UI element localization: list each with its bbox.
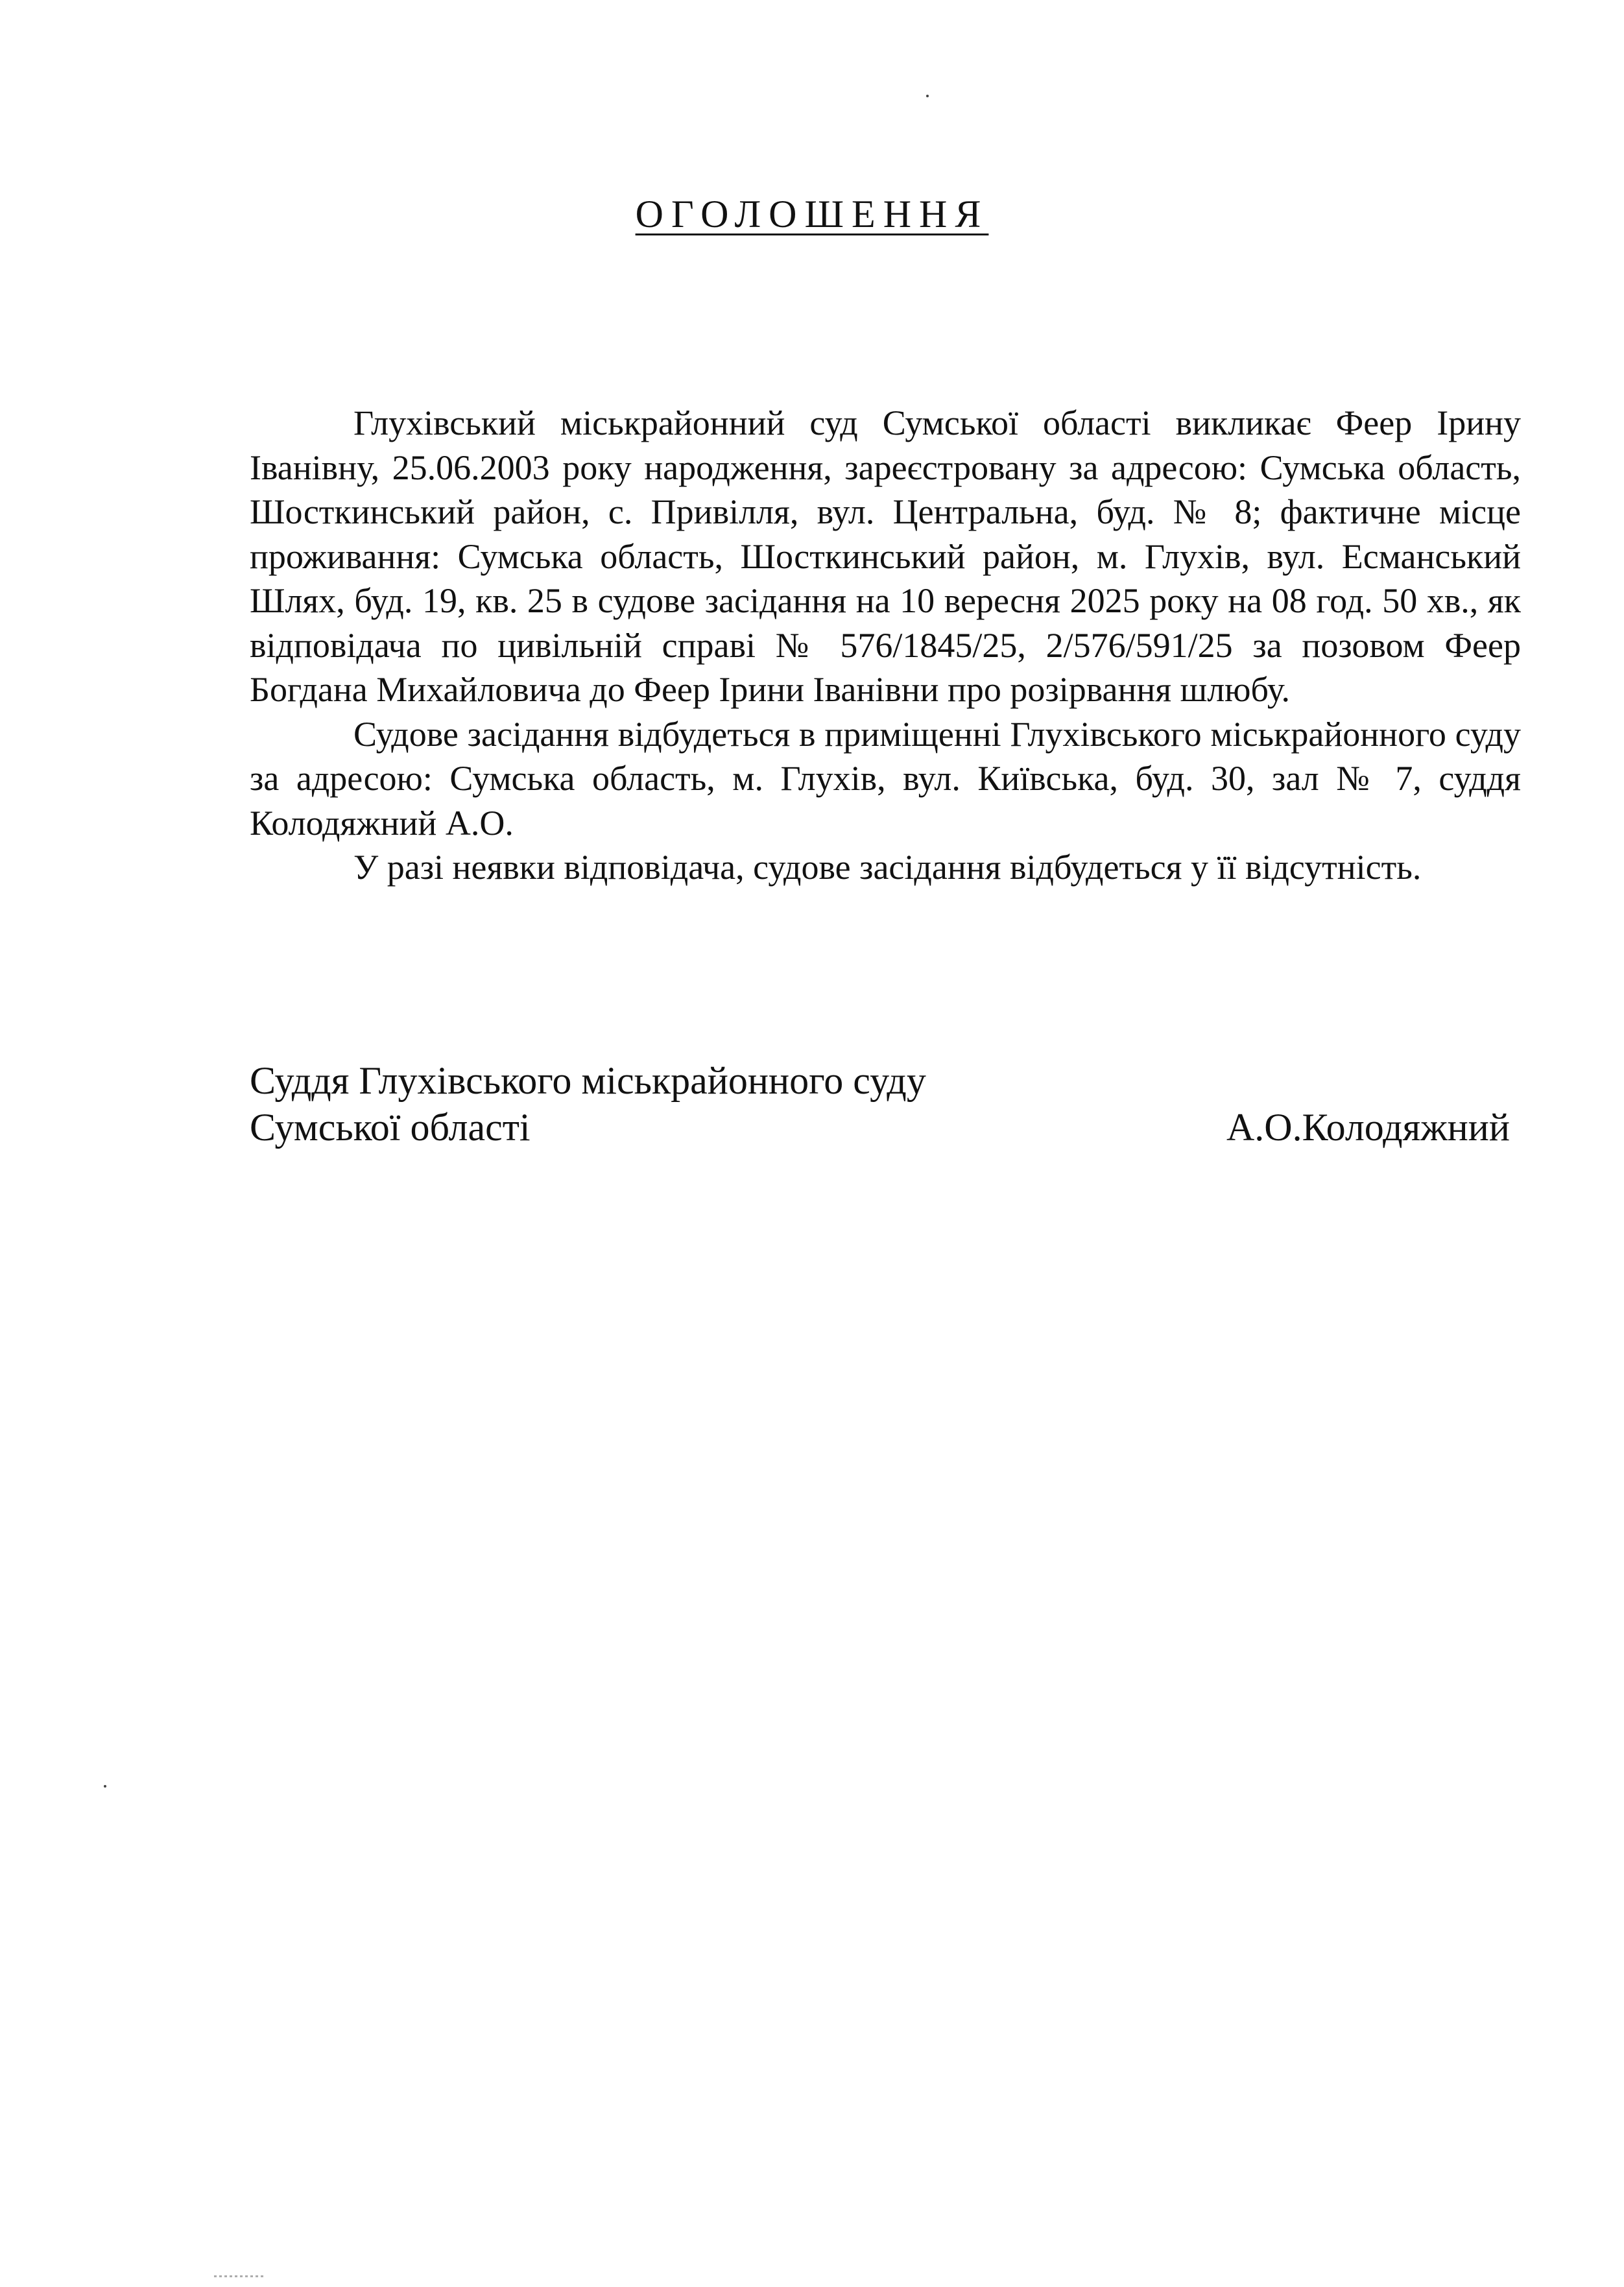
document-body xyxy=(250,401,1521,890)
signature-name: А.О.Колодяжний xyxy=(1226,1106,1510,1149)
signature-row xyxy=(250,1104,1521,1151)
signature-position-line1: Суддя Глухівського міськрайонного суду xyxy=(250,1059,926,1102)
scan-noise xyxy=(214,2275,266,2277)
paragraph-summons: Глухівський міськрайонний суд Сумської області викликає Феер Ірину Іванівну, 25.06.2003 року народження, зареєстровану за адресою: Сумська область, Шосткинський район, с. Привілля, вул. Центральна, буд. № 8; фактичне місце проживання: Сумська область, Шосткинський район, м. Глухів, вул. Есманський Шлях, буд. 19, кв. 25 в судове засідання на 10 вересня 2025 року на 08 год. 50 хв., як відповідача по цивільній справі № 576/1845/25, 2/576/591/25 за позовом Феер Богдана Михайловича до Феер Ірини Іванівни про розірвання шлюбу. xyxy=(250,403,1521,709)
signature-block xyxy=(250,1057,1521,1151)
paragraph-absence: У разі неявки відповідача, судове засідання відбудеться у її відсутність. xyxy=(353,848,1422,887)
scan-speck xyxy=(926,95,929,97)
paragraph-location: Судове засідання відбудеться в приміщенні Глухівського міськрайонного суду за адресою: Сумська область, м. Глухів, вул. Київська, буд. 30, зал № 7, суддя Колодяжний А.О. xyxy=(250,714,1521,843)
document-title: ОГОЛОШЕННЯ xyxy=(635,193,989,235)
signature-position-line2: Сумської області xyxy=(250,1106,531,1149)
scan-speck xyxy=(104,1785,106,1788)
